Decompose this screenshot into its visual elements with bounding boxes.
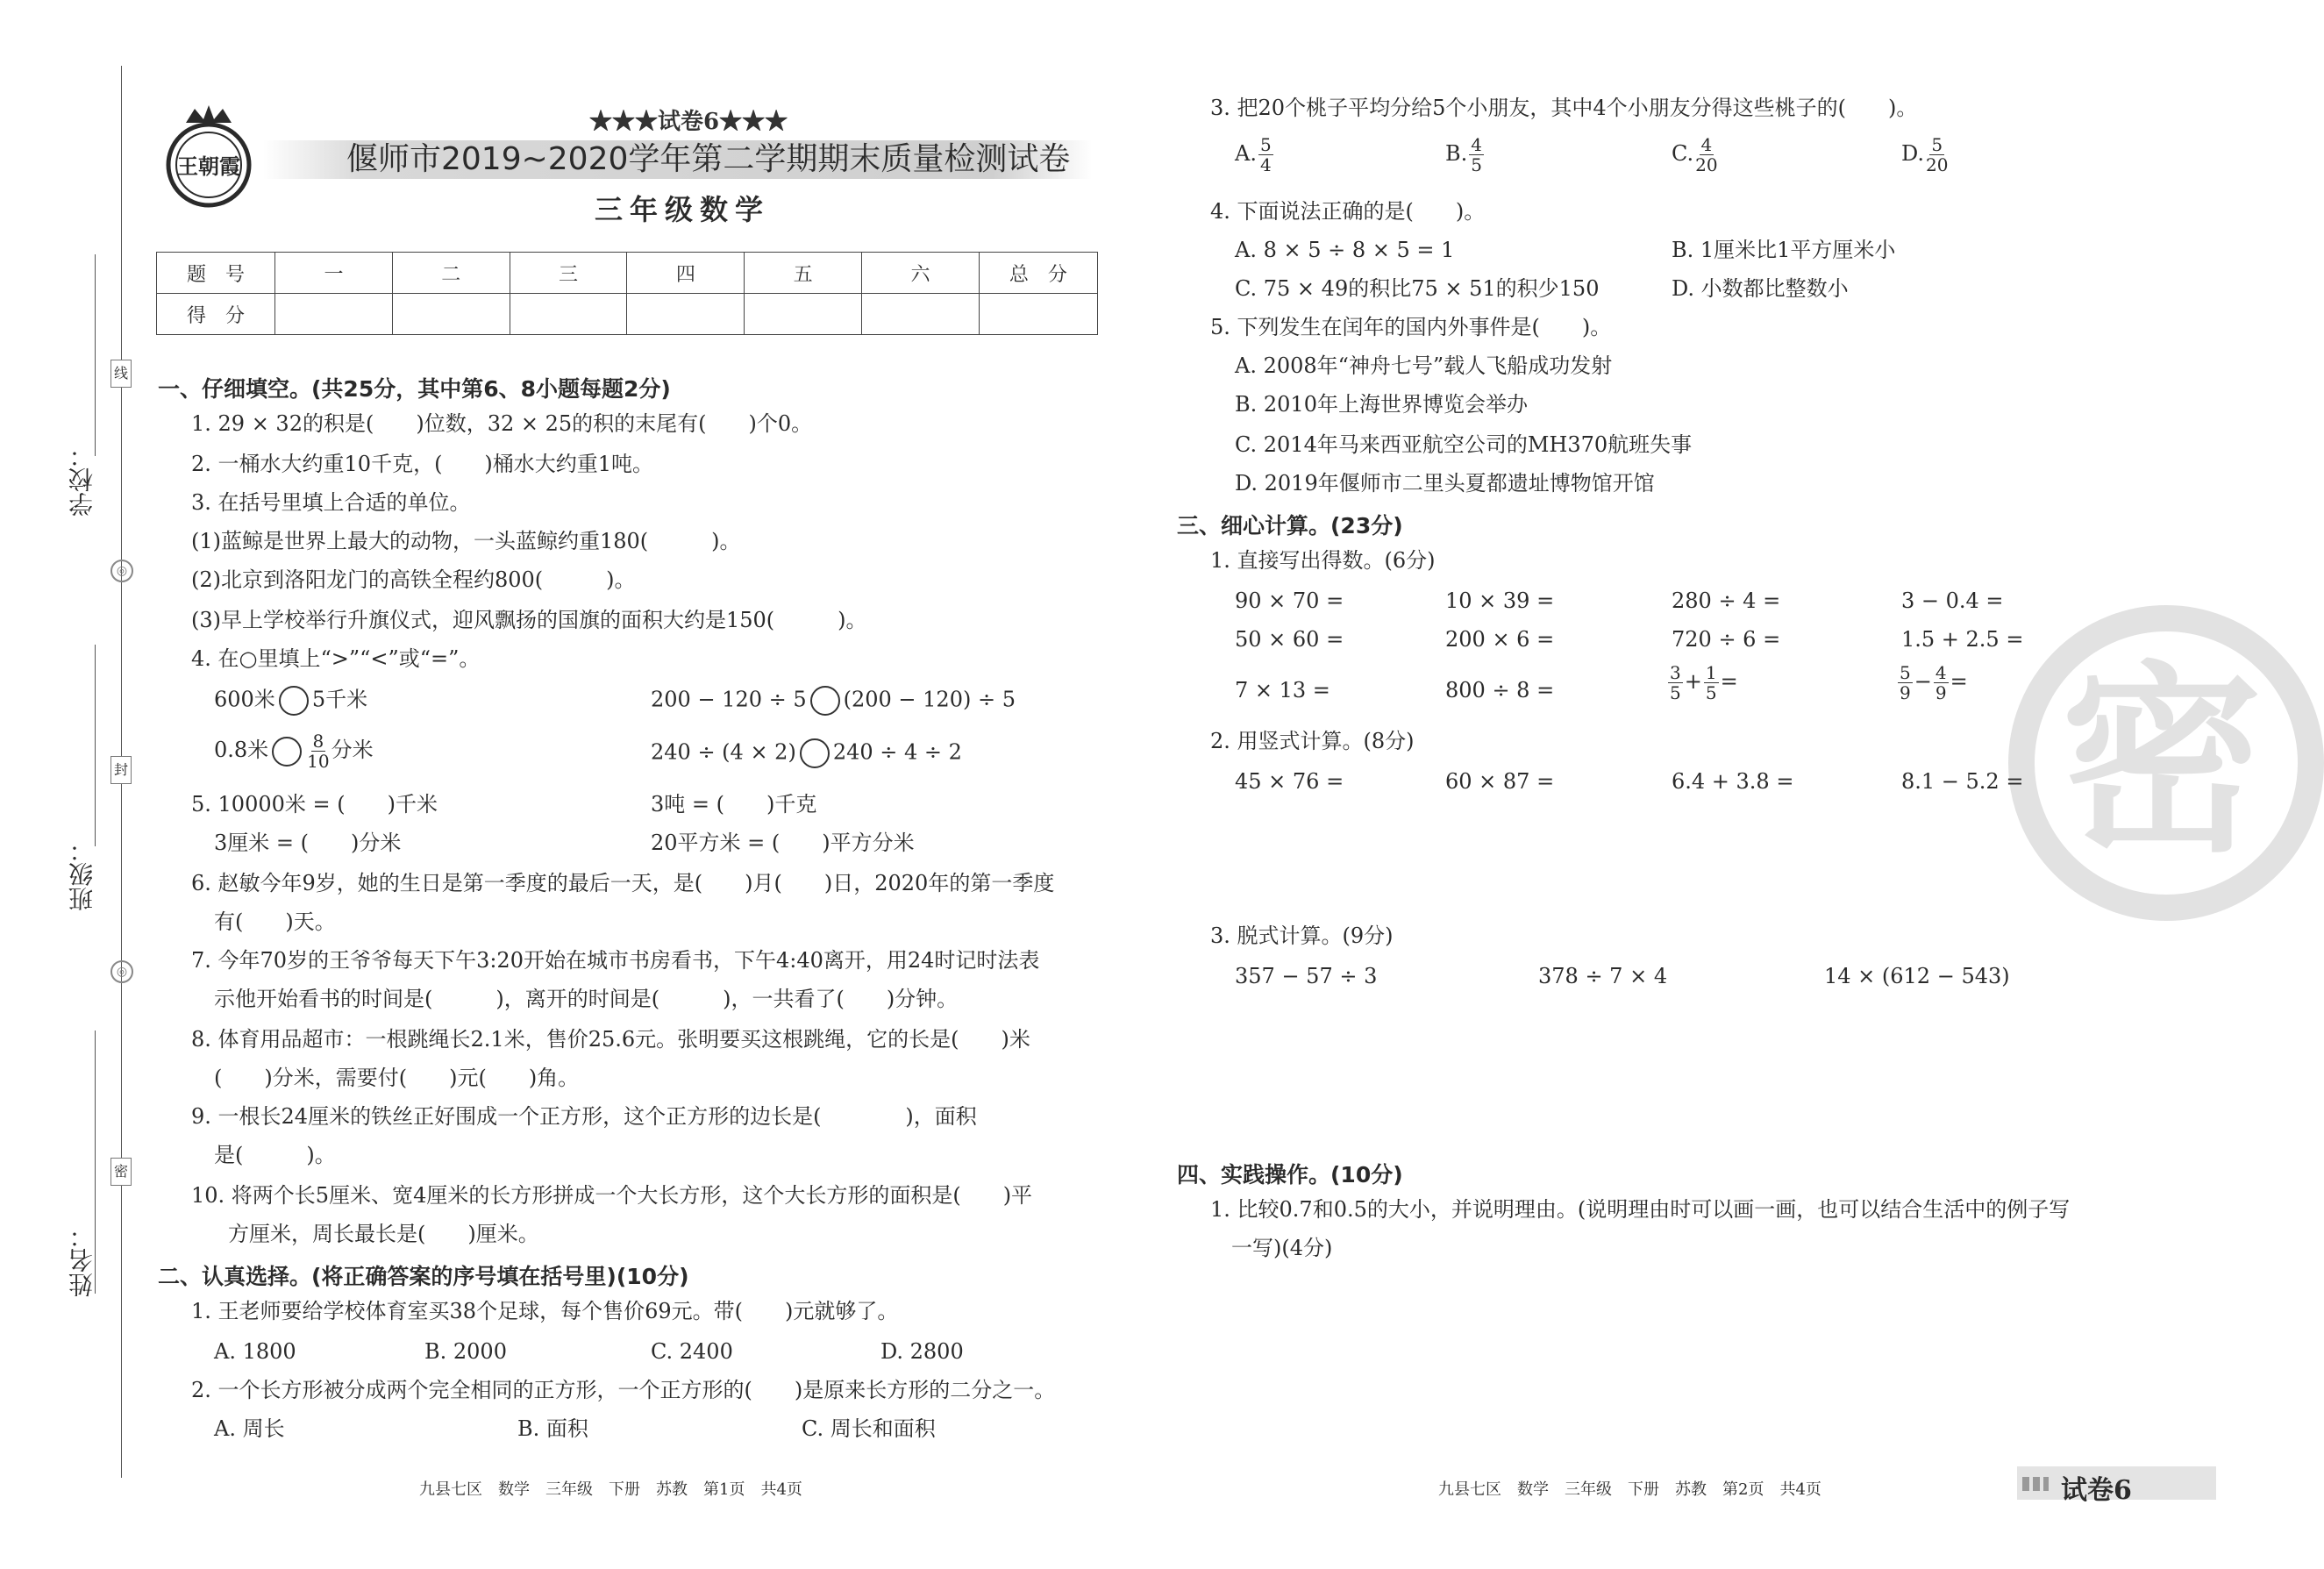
score-table-score-row	[157, 294, 1098, 335]
s2-q5-opt-a[interactable]: A. 2008年“神舟七号”载人飞船成功发射	[1235, 353, 1613, 378]
s1-q10b: 方厘米，周长最长是( )厘米。	[228, 1222, 539, 1246]
calc-item: 14 × (612 − 543)	[1824, 964, 2010, 988]
score-cell: 五	[745, 253, 862, 294]
s1-q7b: 示他开始看书的时间是( )，离开的时间是( )，一共看了( )分钟。	[214, 987, 959, 1011]
fraction	[1258, 135, 1273, 175]
s2-q4: 4. 下面说法正确的是( )。	[1210, 199, 1486, 224]
footer-tag-squares-icon	[2022, 1477, 2049, 1491]
s1-q8b: ( )分米，需要付( )元( )角。	[214, 1066, 580, 1090]
s1-q3c: (3)早上学校举行升旗仪式，迎风飘扬的国旗的面积大约是150( )。	[191, 608, 867, 632]
s2-q2-opt-a[interactable]: A. 周长	[214, 1416, 285, 1441]
fraction-denominator: 5	[1670, 682, 1681, 703]
fraction-numerator: 5	[1259, 134, 1272, 155]
calc-item: 60 × 87 =	[1445, 769, 1555, 794]
s4-q1b: 一写)(4分)	[1231, 1236, 1333, 1260]
fraction-denominator: 5	[1705, 682, 1717, 703]
fraction-denominator: 9	[1900, 682, 1911, 703]
score-input-cell[interactable]	[745, 294, 862, 335]
s3-p3: 3. 脱式计算。(9分)	[1210, 924, 1394, 948]
s2-q2-opt-c[interactable]: C. 周长和面积	[802, 1416, 936, 1441]
exam-title: 偃师市2019~2020学年第二学期期末质量检测试卷	[346, 141, 1071, 177]
s1-q5a: 5. 10000米 = ( )千米	[191, 792, 438, 817]
s1-q2: 2. 一桶水大约重10千克，( )桶水大约重1吨。	[191, 452, 654, 476]
score-table-header-row	[157, 253, 1098, 294]
class-label: 班级：	[68, 838, 96, 911]
fraction-numerator: 4	[1700, 134, 1713, 155]
s2-q3-opt-a[interactable]	[1235, 135, 1275, 175]
section-1-title: 一、仔细填空。(共25分，其中第6、8小题每题2分)	[158, 376, 671, 402]
fraction-numerator: 1	[1705, 662, 1717, 683]
equals-sign: =	[1950, 669, 1968, 694]
s1-q4b-right: (200 − 120) ÷ 5	[843, 687, 1016, 712]
s2-q3: 3. 把20个桃子平均分给5个小朋友，其中4个小朋友分得这些桃子的( )。	[1210, 96, 1918, 120]
s1-q9a: 9. 一根长24厘米的铁丝正好围成一个正方形，这个正方形的边长是( )，面积	[191, 1104, 977, 1129]
binding-knot-icon: ◎	[110, 960, 133, 983]
equals-sign: =	[1720, 669, 1738, 694]
calc-fraction-item	[1666, 663, 1738, 702]
binding-mark-line: 线	[110, 360, 132, 388]
s2-q5-opt-d[interactable]: D. 2019年偃师市二里头夏都遗址博物馆开馆	[1235, 471, 1655, 496]
fraction-numerator: 8	[312, 731, 324, 752]
calc-item: 1.5 + 2.5 =	[1901, 627, 2024, 652]
s1-q4b	[651, 686, 1016, 716]
binding-knot-icon: ◎	[110, 560, 133, 582]
calc-item: 45 × 76 =	[1235, 769, 1344, 794]
school-label: 学校：	[68, 443, 96, 517]
score-input-cell[interactable]	[979, 294, 1097, 335]
s1-q4d-left: 240 ÷ (4 × 2)	[651, 739, 796, 765]
s2-q4-opt-d[interactable]: D. 小数都比整数小	[1672, 276, 1849, 301]
s1-q4a-left: 600米	[214, 687, 275, 712]
s1-q5c: 3厘米 = ( )分米	[214, 831, 402, 855]
compare-circle[interactable]	[810, 686, 840, 716]
fraction-numerator: 4	[1471, 134, 1482, 155]
compare-circle[interactable]	[279, 686, 309, 716]
fraction-denominator: 5	[1471, 154, 1482, 175]
footer-tag: 试卷6	[2061, 1475, 2132, 1506]
s2-q5-opt-c[interactable]: C. 2014年马来西亚航空公司的MH370航班失事	[1235, 432, 1693, 457]
s1-q4c-right: 分米	[331, 738, 374, 762]
s1-q4: 4. 在○里填上“>”“<”或“=”。	[191, 646, 481, 671]
watermark-seal	[2008, 605, 2324, 921]
s2-q2-opt-b[interactable]: B. 面积	[517, 1416, 588, 1441]
s1-q6b: 有( )天。	[214, 909, 336, 934]
score-cell: 四	[627, 253, 745, 294]
calc-item: 7 × 13 =	[1235, 678, 1330, 702]
score-cell: 得 分	[157, 294, 275, 335]
s1-q9b: 是( )。	[214, 1143, 336, 1167]
watermark-char: 密	[2061, 645, 2263, 880]
s2-q3-opt-b[interactable]	[1445, 135, 1486, 175]
score-input-cell[interactable]	[392, 294, 510, 335]
compare-circle[interactable]	[272, 737, 302, 767]
logo-text: 王朝霞	[177, 153, 240, 179]
s2-q4-opt-a[interactable]: A. 8 × 5 ÷ 8 × 5 = 1	[1235, 238, 1455, 262]
s1-q4c-left: 0.8米	[214, 738, 269, 762]
s2-q1-opt-c[interactable]: C. 2400	[651, 1339, 733, 1364]
calc-item: 90 × 70 =	[1235, 588, 1344, 613]
s2-q4-opt-c[interactable]: C. 75 × 49的积比75 × 51的积少150	[1235, 276, 1600, 301]
fraction	[1926, 135, 1948, 175]
section-4-title: 四、实践操作。(10分)	[1177, 1162, 1403, 1187]
s1-q4a-right: 5千米	[311, 687, 368, 712]
s2-q2: 2. 一个长方形被分成两个完全相同的正方形，一个正方形的( )是原来长方形的二分之一。	[191, 1378, 1056, 1402]
score-cell: 三	[510, 253, 627, 294]
s2-q1: 1. 王老师要给学校体育室买38个足球，每个售价69元。带( )元就够了。	[191, 1299, 899, 1323]
calc-item: 280 ÷ 4 =	[1672, 588, 1781, 613]
score-input-cell[interactable]	[627, 294, 745, 335]
paper-tag: ★★★试卷6★★★	[589, 109, 788, 135]
score-input-cell[interactable]	[862, 294, 980, 335]
calc-item: 200 × 6 =	[1445, 627, 1555, 652]
class-underline	[95, 645, 96, 846]
fraction	[307, 731, 329, 771]
s3-p2: 2. 用竖式计算。(8分)	[1210, 729, 1415, 753]
option-label: C.	[1672, 141, 1694, 166]
s2-q3-opt-d[interactable]	[1901, 135, 1950, 175]
compare-circle[interactable]	[800, 738, 830, 768]
fraction-denominator: 4	[1259, 154, 1272, 175]
fraction	[1695, 135, 1717, 175]
fraction-denominator: 20	[1926, 154, 1949, 175]
s2-q1-opt-d[interactable]: D. 2800	[880, 1339, 964, 1364]
score-cell: 二	[392, 253, 510, 294]
option-label: A.	[1235, 141, 1257, 166]
score-table	[156, 252, 1098, 335]
binding-mark-seal: 封	[110, 756, 132, 784]
s2-q1-opt-b[interactable]: B. 2000	[424, 1339, 507, 1364]
fraction-numerator: 4	[1935, 662, 1947, 683]
footer-left: 九县七区 数学 三年级 下册 苏教 第1页 共4页	[419, 1480, 802, 1499]
subject-title: 三年级数学	[595, 193, 771, 226]
operator: +	[1684, 669, 1702, 694]
calc-item: 50 × 60 =	[1235, 627, 1344, 652]
s2-q5-opt-b[interactable]: B. 2010年上海世界博览会举办	[1235, 392, 1528, 417]
calc-item: 10 × 39 =	[1445, 588, 1555, 613]
option-label: D.	[1901, 141, 1925, 166]
section-3-title: 三、细心计算。(23分)	[1177, 513, 1403, 538]
calc-item: 720 ÷ 6 =	[1672, 627, 1781, 652]
s1-q4b-left: 200 − 120 ÷ 5	[651, 687, 807, 712]
s1-q4c	[214, 731, 374, 771]
calc-item: 8.1 − 5.2 =	[1901, 769, 2024, 794]
fraction-denominator: 9	[1935, 682, 1947, 703]
name-label: 姓名：	[68, 1223, 96, 1297]
s2-q5: 5. 下列发生在闰年的国内外事件是( )。	[1210, 315, 1612, 339]
fraction	[1469, 135, 1484, 175]
s4-q1a: 1. 比较0.7和0.5的大小，并说明理由。(说明理由时可以画一画，也可以结合生活中的例子写	[1210, 1197, 2071, 1222]
s1-q4d	[651, 738, 962, 768]
fraction	[1704, 663, 1719, 702]
fraction-denominator: 10	[307, 751, 330, 772]
score-cell: 一	[275, 253, 393, 294]
s2-q4-opt-b[interactable]: B. 1厘米比1平方厘米小	[1672, 238, 1896, 262]
s1-q1: 1. 29 × 32的积是( )位数，32 × 25的积的末尾有( )个0。	[191, 411, 813, 436]
score-input-cell[interactable]	[275, 294, 393, 335]
s1-q3a: (1)蓝鲸是世界上最大的动物，一头蓝鲸约重180( )。	[191, 529, 741, 553]
s1-q4a	[214, 686, 367, 716]
fraction-numerator: 5	[1900, 662, 1911, 683]
s1-q8a: 8. 体育用品超市：一根跳绳长2.1米，售价25.6元。张明要买这根跳绳，它的长是( )米	[191, 1027, 1030, 1052]
brand-logo	[160, 103, 258, 209]
school-underline	[95, 254, 96, 456]
s1-q3b: (2)北京到洛阳龙门的高铁全程约800( )。	[191, 567, 636, 592]
binding-mark-secret: 密	[110, 1158, 132, 1186]
fraction	[1898, 663, 1913, 702]
fraction-numerator: 5	[1931, 134, 1943, 155]
s1-q10a: 10. 将两个长5厘米、宽4厘米的长方形拼成一个大长方形，这个大长方形的面积是( )平	[191, 1183, 1033, 1208]
s1-q5b: 3吨 = ( )千克	[651, 792, 817, 817]
footer-right: 九县七区 数学 三年级 下册 苏教 第2页 共4页	[1438, 1480, 1821, 1499]
option-label: B.	[1445, 141, 1468, 166]
fraction-denominator: 20	[1695, 154, 1718, 175]
section-2-title: 二、认真选择。(将正确答案的序号填在括号里)(10分)	[158, 1264, 689, 1289]
operator: −	[1914, 669, 1932, 694]
s1-q5d: 20平方米 = ( )平方分米	[651, 831, 915, 855]
score-cell: 总 分	[979, 253, 1097, 294]
score-input-cell[interactable]	[510, 294, 627, 335]
calc-item: 6.4 + 3.8 =	[1672, 769, 1794, 794]
s1-q3: 3. 在括号里填上合适的单位。	[191, 490, 471, 515]
calc-fraction-item	[1896, 663, 1968, 702]
calc-item: 357 − 57 ÷ 3	[1235, 964, 1378, 988]
score-cell: 六	[862, 253, 980, 294]
s1-q6a: 6. 赵敏今年9岁，她的生日是第一季度的最后一天，是( )月( )日，2020年的第一季度	[191, 871, 1055, 895]
fraction-numerator: 3	[1670, 662, 1681, 683]
calc-item: 800 ÷ 8 =	[1445, 678, 1555, 702]
fraction	[1668, 663, 1683, 702]
calc-item: 378 ÷ 7 × 4	[1538, 964, 1668, 988]
s3-p1: 1. 直接写出得数。(6分)	[1210, 548, 1436, 573]
score-cell: 题 号	[157, 253, 275, 294]
s1-q7a: 7. 今年70岁的王爷爷每天下午3:20开始在城市书房看书，下午4:40离开，用24时记时法表	[191, 948, 1040, 973]
calc-item: 3 − 0.4 =	[1901, 588, 2004, 613]
s1-q4d-right: 240 ÷ 4 ÷ 2	[832, 739, 962, 765]
s2-q3-opt-c[interactable]	[1672, 135, 1720, 175]
s2-q1-opt-a[interactable]: A. 1800	[214, 1339, 296, 1364]
fraction	[1934, 663, 1949, 702]
